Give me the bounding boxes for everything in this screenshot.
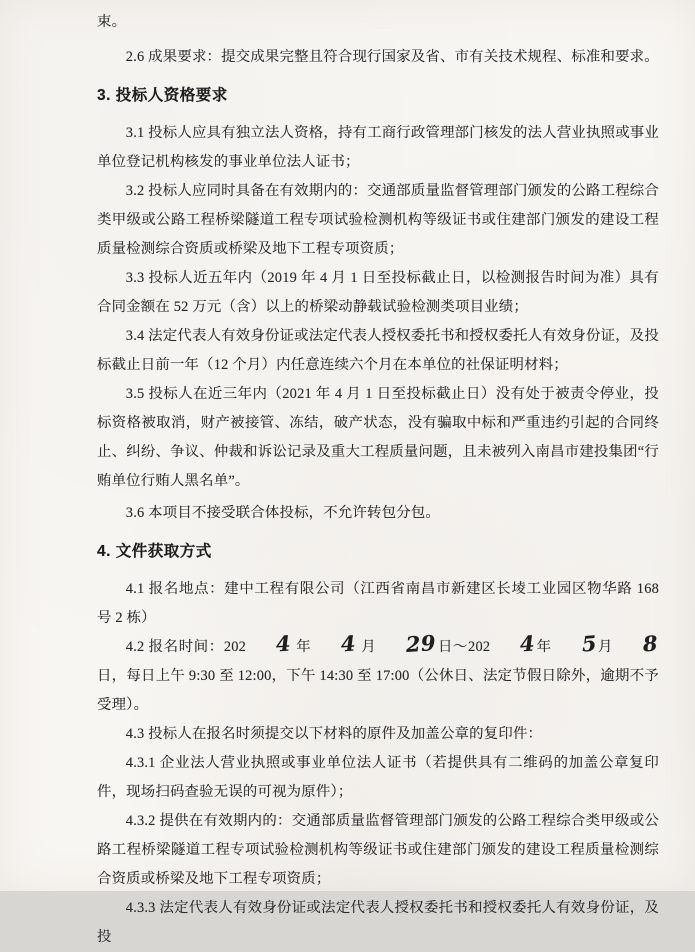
clause-3-3: 3.3 投标人近五年内（2019 年 4 月 1 日至投标截止日，以检测报告时间为准）具有合同金额在 52 万元（含）以上的桥梁动静载试验检测类项目业绩； bbox=[97, 270, 659, 315]
clause-4-1: 4.1 报名地点：建中工程有限公司（江西省南昌市新建区长堎工业园区物华路 168 号 2 栋） bbox=[97, 581, 659, 626]
clause-3-1: 3.1 投标人应具有独立法人资格，持有工商行政管理部门核发的法人营业执照或事业单位登记机构核发的事业单位法人证书； bbox=[97, 125, 659, 170]
handwritten-year-digit: 4 bbox=[519, 630, 537, 657]
clause-4-2-printed-text: 年 bbox=[536, 639, 552, 655]
clause-3-2: 3.2 投标人应同时具备在有效期内的：交通部质量监督管理部门颁发的公路工程综合类甲级或公路工程桥梁隧道工程专项试验检测机构等级证书或住建部门颁发的建设工程质量检测综合资质或桥梁及地下工程专项资质； bbox=[97, 183, 659, 257]
clause-3-6: 3.6 本项目不接受联合体投标，不允许转包分包。 bbox=[125, 505, 440, 521]
paragraph-continuation-fragment: 束。 bbox=[97, 14, 127, 30]
clause-4-2-printed-text: 月 bbox=[597, 639, 614, 655]
clause-3-5: 3.5 投标人在近三年内（2021 年 4 月 1 日至投标截止日）没有处于被责令停业，投标资格被取消，财产被接管、冻结，破产状态，没有骗取中标和严重违约引起的合同终止、纠纷、争议、仲裁和诉讼记录及重大工程质量问题，且未被列入南昌市建投集团“行贿单位行贿人黑名单”。 bbox=[97, 386, 659, 489]
handwritten-year-digit: 4 bbox=[274, 630, 292, 657]
clause-2-6: 2.6 成果要求：提交成果完整且符合现行国家及省、市有关技术规程、标准和要求。 bbox=[125, 49, 659, 65]
clause-4-2-printed-text: 日，每日上午 9:30 至 12:00，下午 14:30 至 17:00（公休日、法定节假日除外，逾期不予受理）。 bbox=[97, 668, 659, 713]
clause-4-2-printed-text: 月 bbox=[357, 639, 377, 655]
handwritten-month-digit: 5 bbox=[580, 630, 598, 657]
clause-4-3-2: 4.3.2 提供在有效期内的：交通部质量监督管理部门颁发的公路工程综合类甲级或公路工程桥梁隧道工程专项试验检测机构等级证书或住建部门颁发的建设工程质量检测综合资质或桥梁及地下工程专项资质； bbox=[97, 813, 659, 887]
section-heading-4-document-acquisition: 4. 文件获取方式 bbox=[97, 543, 212, 560]
handwritten-day-digits: 29 bbox=[405, 629, 438, 658]
clause-4-2-printed-text: 日～202 bbox=[437, 639, 491, 655]
clause-4-2-printed-text: 年 bbox=[291, 639, 312, 655]
clause-4-3: 4.3 投标人在报名时须提交以下材料的原件及加盖公章的复印件： bbox=[125, 726, 543, 742]
clause-4-3-3: 4.3.3 法定代表人有效身份证或法定代表人授权委托书和授权委托人有效身份证，及投 bbox=[97, 900, 659, 945]
clause-4-3-1: 4.3.1 企业法人营业执照或事业单位法人证书（若提供具有二维码的加盖公章复印件，现场扫码查验无误的可视为原件）； bbox=[97, 755, 659, 800]
handwritten-day-digit: 8 bbox=[642, 630, 659, 657]
clause-4-2-printed-text: 4.2 报名时间：202 bbox=[125, 639, 247, 655]
handwritten-month-digit: 4 bbox=[340, 630, 358, 657]
clause-4-2 bbox=[97, 629, 659, 720]
clause-3-4: 3.4 法定代表人有效身份证或法定代表人授权委托书和授权委托人有效身份证，及投标截止日前一年（12 个月）内任意连续六个月在本单位的社保证明材料； bbox=[97, 328, 659, 373]
section-heading-3-bidder-qualifications: 3. 投标人资格要求 bbox=[97, 87, 228, 104]
